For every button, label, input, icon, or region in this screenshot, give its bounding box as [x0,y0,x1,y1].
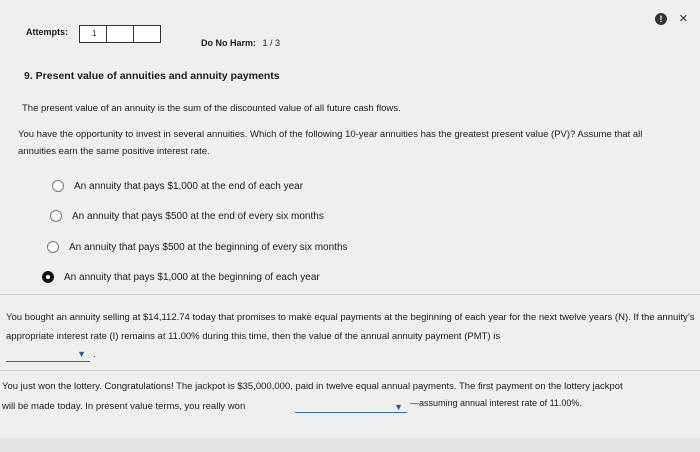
divider [0,370,700,371]
option-2[interactable] [50,210,324,222]
divider [0,294,700,295]
do-no-harm-label: Do No Harm: [201,38,257,48]
option-label: An annuity that pays $500 at the end of every six months [72,210,324,222]
triangle-down-icon: ▼ [394,402,403,412]
attempt-box-2 [106,25,134,43]
part3-text-line1: You just won the lottery. Congratulations! The jackpot is $35,000,000, paid in twelve equal annual payments. The first payment on the lottery jackpot [2,381,623,392]
option-label: An annuity that pays $500 at the beginning of every six months [69,241,348,253]
do-no-harm-value: 1 / 3 [262,38,281,48]
radio-button[interactable] [50,210,62,222]
radio-button[interactable] [52,180,64,192]
option-4[interactable] [42,271,320,283]
radio-button[interactable] [47,241,59,253]
bottom-bar [0,438,700,452]
option-3[interactable] [47,241,348,253]
radio-button-selected[interactable] [42,271,54,283]
question-prompt: You have the opportunity to invest in several annuities. Which of the following 10-year annuities has the greatest present value (PV)? Assume that all annuities earn the same positive interest rate. [18,129,643,157]
part3-text-line3: —assuming annual interest rate of 11.00%. [410,398,582,408]
part3-text-line2: will be made today. In present value terms, you really won [2,401,246,412]
attempt-box-1: 1 [79,25,107,43]
attempts-tracker [79,25,160,43]
pv-dropdown[interactable] [295,400,407,413]
question-title: 9. Present value of annuities and annuity payments [24,70,280,82]
exclamation-circle-icon[interactable]: ! [655,13,667,25]
attempt-box-3 [133,25,161,43]
option-label: An annuity that pays $1,000 at the end of each year [74,180,304,192]
close-icon[interactable]: × [679,10,688,27]
triangle-down-icon: ▼ [77,349,86,359]
do-no-harm [201,38,280,48]
attempts-label: Attempts: [26,27,68,37]
part2-text: You bought an annuity selling at $14,112.74 today that promises to make equal payments at the beginning of each year for the next twelve years (N). If the annuity’s appropriate interest rate (I) remains at 11.00% during this time, then the value of the annual annuity payment (PMT) is [6,312,695,342]
option-label: An annuity that pays $1,000 at the beginning of each year [64,271,320,283]
question-intro: The present value of an annuity is the sum of the discounted value of all future cash flows. [22,103,401,114]
sentence-end: . [93,349,96,360]
pmt-dropdown[interactable] [6,347,90,362]
option-1[interactable] [52,180,303,192]
